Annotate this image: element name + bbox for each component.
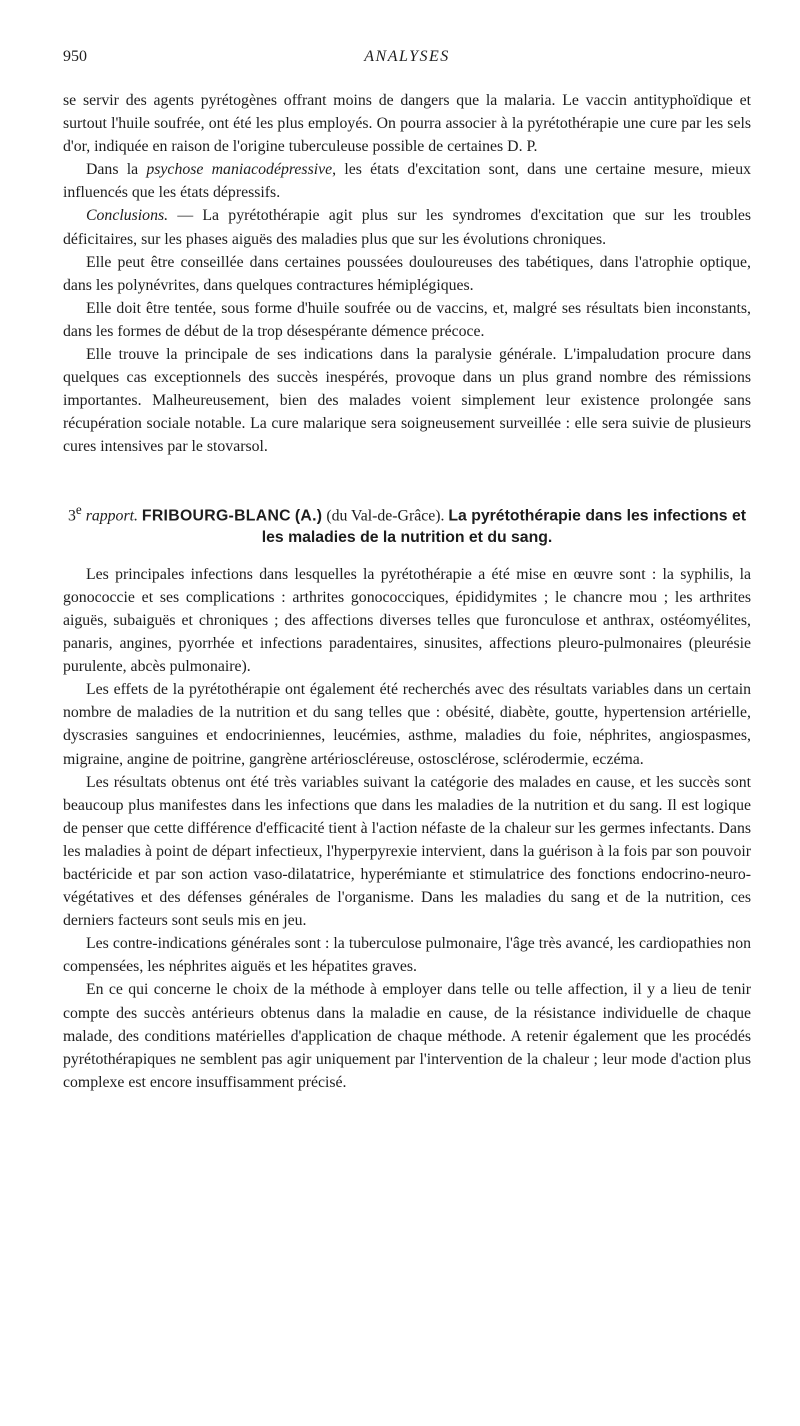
report-author-initial: (A.) [294, 506, 323, 524]
report-heading [63, 499, 751, 549]
paragraph: Les contre-indications générales sont : la tuberculose pulmonaire, l'âge très avancé, les cardiopathies non compensées, les néphrites aiguës et les hépatites graves. [63, 935, 751, 976]
section-report-body [63, 563, 751, 1094]
paragraph: Les effets de la pyrétothérapie ont également été recherchés avec des résultats variables dans un certain nombre de maladies de la nutrition et du sang telles que : obésité, diabète, goutte, hypertension artérielle, dyscrasies sanguines et endocriniennes, leucémies, asthme, maladies du foie, néphrites, angiospasmes, migraine, angine de poitrine, gangrène artérioscléreuse, ostosclérose, sclérodermie, eczéma. [63, 681, 751, 768]
paragraph-text: — La pyrétothérapie agit plus sur les syndromes d'excitation que sur les troubles déficitaires, sur les phases aiguës des maladies plus que sur les évolutions chroniques. [63, 207, 751, 248]
paragraph: En ce qui concerne le choix de la méthode à employer dans telle ou telle affection, il y a lieu de tenir compte des succès antérieurs obtenus dans la maladie en cause, de la résistance individuelle de chaque malade, des conditions matérielles d'application de chaque méthode. A retenir également que les procédés pyrétothérapiques ne semblent pas agir uniquement par l'intervention de la chaleur ; leur mode d'action plus complexe est encore insuffisamment précisé. [63, 981, 751, 1091]
paragraph: Les résultats obtenus ont été très variables suivant la catégorie des malades en cause, et les succès sont beaucoup plus manifestes dans les infections que dans les maladies de la nutrition et du sang. Il est logique de penser que cette différence d'efficacité tient à l'action néfaste de la chaleur sur les germes infectants. Dans les maladies à point de départ infectieux, l'hyperpyrexie intervient, dans la guérison à la fois par son pouvoir bactéricide et par son action vaso-dilatatrice, hyperémiante et stimulatrice des fonctions endocrino-neuro-végétatives et des défenses générales de l'organisme. Dans les maladies du sang et de la nutrition, ces derniers facteurs sont seuls mis en jeu. [63, 773, 751, 930]
paragraph [63, 158, 751, 204]
page-number: 950 [63, 48, 87, 65]
paragraph: Elle trouve la principale de ses indications dans la paralysie générale. L'impaludation procure dans quelques cas exceptionnels des succès inespérés, provoque dans un plus grand nombre des rémissions importantes. Malheureusement, bien des malades voient simplement leur existence prolongée sans récupération sociale notable. La cure malarique sera soigneusement surveillée : elle sera suivie de plusieurs cures intensives par le stovarsol. [63, 346, 751, 456]
report-affiliation: (du Val-de-Grâce). [326, 506, 445, 524]
running-title: ANALYSES [364, 48, 450, 65]
paragraph: Elle peut être conseillée dans certaines poussées douloureuses des tabétiques, dans l'atrophie optique, dans les polynévrites, dans quelques contractures hémiplégiques. [63, 253, 751, 294]
report-label: rapport. [85, 506, 138, 524]
section-psychoses-conclusions [63, 89, 751, 459]
emphasis-term: psychose maniacodépressive [146, 161, 333, 179]
paragraph: Les principales infections dans lesquelles la pyrétothérapie a été mise en œuvre sont : la syphilis, la gonococcie et ses complications : arthrites gonococciques, épididymites ; le chancre mou ; les arthrites aiguës, subaiguës et chroniques ; des affections diverses telles que furonculose et anthrax, ostéomyélites, panaris, angines, pyorrhée et infections paradentaires, sinusites, affections pleuro-pulmonaires (pleurésie purulente, abcès pulmonaire). [63, 565, 751, 676]
paragraph [63, 204, 751, 250]
journal-page [63, 40, 751, 1094]
report-number: 3 [68, 506, 76, 524]
running-header [63, 40, 751, 70]
report-author: FRIBOURG-BLANC [141, 506, 291, 524]
paragraph-text: , les états d'excitation sont, dans une certaine mesure, mieux influencés que les états dépressifs. [63, 161, 751, 202]
report-title: La pyrétothérapie dans les infections et les maladies de la nutrition et du sang. [261, 506, 746, 546]
conclusions-label: Conclusions. [86, 207, 169, 225]
report-number-suffix: e [75, 501, 82, 517]
paragraph: Elle doit être tentée, sous forme d'huile soufrée ou de vaccins, et, malgré ses résultats bien inconstants, dans les formes de début de la trop désespérante démence précoce. [63, 299, 751, 340]
paragraph-text: Dans la [86, 161, 147, 179]
paragraph: se servir des agents pyrétogènes offrant moins de dangers que la malaria. Le vaccin antityphoïdique et surtout l'huile soufrée, ont été les plus employés. On pourra associer à la pyrétothérapie une cure par les sels d'or, indiquée en raison de l'origine tuberculeuse possible de certaines D. P. [63, 92, 751, 156]
